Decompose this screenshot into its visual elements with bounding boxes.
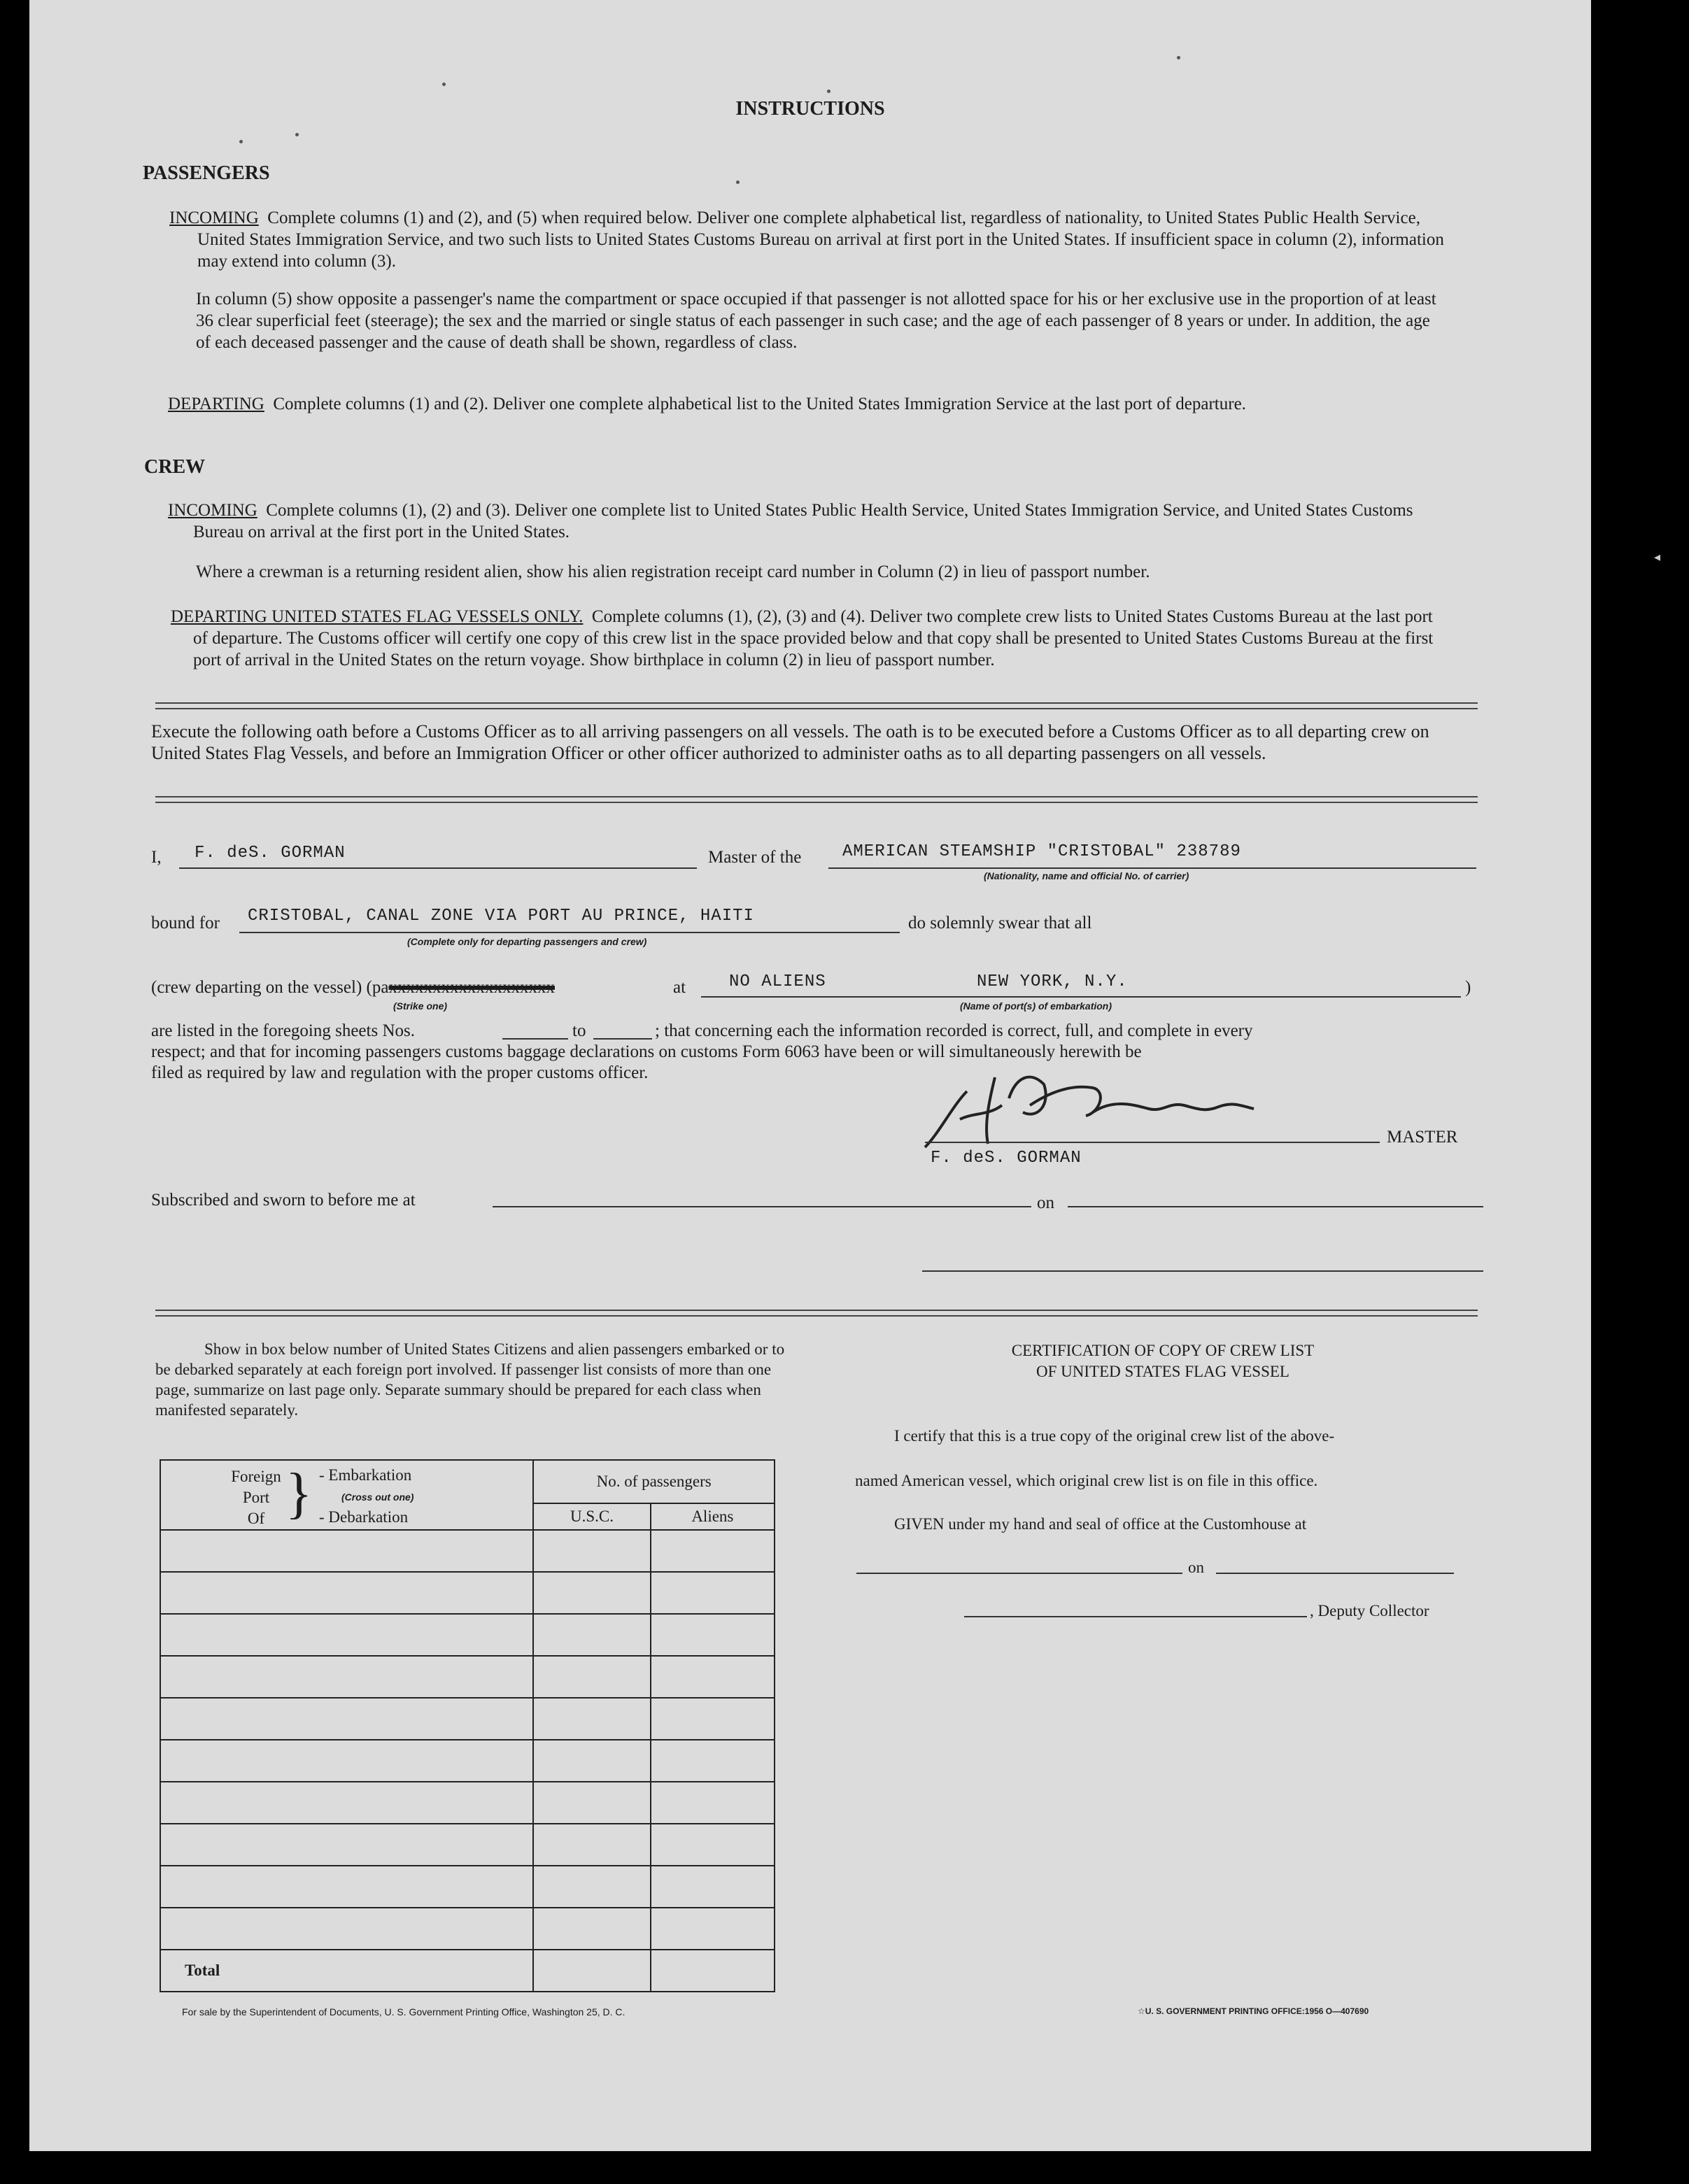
sheets-label: are listed in the foregoing sheets Nos. (151, 1021, 415, 1040)
passengers-incoming-label: INCOMING (169, 208, 259, 227)
table-row (160, 1908, 775, 1950)
crew-departing-text: (crew departing on the vessel) (pa (151, 978, 389, 997)
destination-field[interactable]: CRISTOBAL, CANAL ZONE VIA PORT AU PRINCE, HAITI (248, 907, 754, 926)
summary-instructions: Show in box below number of United States Citizens and alien passengers embarked or to be debarked separately at each foreign port involved. If passenger list consists of more than one page, summarize on last page only. Separate summary should be prepared for each class when manifested separately. (155, 1340, 785, 1419)
double-rule (155, 702, 1478, 709)
deputy-collector-field[interactable] (964, 1616, 1307, 1617)
signature (911, 1063, 1345, 1154)
speck (827, 90, 831, 93)
port-line2: Port (242, 1489, 270, 1506)
speck (1177, 56, 1180, 59)
port-line1: Foreign (231, 1468, 281, 1485)
table-row (160, 1782, 775, 1824)
port-cell[interactable] (160, 1740, 533, 1782)
cross-out-caption: (Cross out one) (341, 1491, 414, 1503)
table-row (160, 1572, 775, 1614)
footer-left: For sale by the Superintendent of Documents, U. S. Government Printing Office, Washington 25, D. C. (182, 2006, 626, 2018)
port-field[interactable]: NEW YORK, N.Y. (977, 972, 1128, 991)
double-rule (155, 1310, 1478, 1317)
typed-name: F. deS. GORMAN (931, 1149, 1082, 1168)
speck (239, 140, 243, 143)
passengers-departing-text: Complete columns (1) and (2). Deliver one complete alphabetical list to the United States Immigration Service at the last port of departure. (273, 395, 1246, 413)
oath-i-label: I, (151, 848, 162, 867)
signature-line (925, 1142, 1380, 1143)
subscribed-place-field[interactable] (493, 1206, 1031, 1207)
usc-cell[interactable] (533, 1572, 650, 1614)
crew-departing-text: Complete columns (1), (2), (3) and (4). Deliver two complete crew lists to United States Customs Bureau at the last port of departure. The Customs officer will certify one copy of this crew list in the space provided below and that copy shall be presented to United States Customs Bureau at the first port of arrival in the United States on the return voyage. Show birthplace in column (2) in lieu of passport number. (193, 607, 1434, 669)
officer-signature-field[interactable] (922, 1270, 1483, 1272)
total-usc-cell[interactable] (533, 1950, 650, 1992)
port-cell[interactable] (160, 1824, 533, 1866)
usc-cell[interactable] (533, 1824, 650, 1866)
speck (295, 133, 299, 136)
crew-incoming-label: INCOMING (168, 501, 257, 520)
certification-line2: named American vessel, which original crew list is on file in this office. (855, 1472, 1318, 1489)
certification-on-label: on (1188, 1559, 1204, 1576)
usc-cell[interactable] (533, 1698, 650, 1740)
vessel-field[interactable]: AMERICAN STEAMSHIP "CRISTOBAL" 238789 (842, 842, 1241, 861)
certification-title-line2: OF UNITED STATES FLAG VESSEL (1036, 1363, 1289, 1380)
master-label: MASTER (1387, 1128, 1458, 1147)
usc-cell[interactable] (533, 1782, 650, 1824)
deputy-collector-label: , Deputy Collector (1310, 1602, 1429, 1619)
port-cell[interactable] (160, 1782, 533, 1824)
instructions-title: INSTRUCTIONS (735, 98, 885, 120)
on-label: on (1037, 1193, 1054, 1212)
aliens-cell[interactable] (651, 1572, 775, 1614)
subscribed-label: Subscribed and sworn to before me at (151, 1191, 416, 1210)
passengers-departing-label: DEPARTING (168, 395, 264, 413)
speck (736, 180, 740, 184)
to-label: to (572, 1021, 586, 1040)
port-cell[interactable] (160, 1614, 533, 1656)
sheets-rest: ; that concerning each the information recorded is correct, full, and complete in every (655, 1021, 1253, 1040)
port-line3: Of (247, 1510, 265, 1527)
passengers-incoming-text: Complete columns (1) and (2), and (5) when required below. Deliver one complete alphabetical list, regardless of nationality, to United States Public Health Service, United States Immigration Service, and two such lists to United States Customs Bureau on arrival at first port in the United States. If insufficient space in column (2), information may extend into column (3). (197, 208, 1444, 271)
certification-title-line1: CERTIFICATION OF COPY OF CREW LIST (1011, 1342, 1315, 1359)
table-row (160, 1698, 775, 1740)
port-cell[interactable] (160, 1866, 533, 1908)
passengers-column5: In column (5) show opposite a passenger's name the compartment or space occupied if that passenger is not allotted space for his or her exclusive use in the proportion of at least 36 clear superficial feet (steerage); the sex and the married or single status of each passenger in such case; and the age of each passenger of 8 years or under. In addition, the age of each deceased passenger and the cause of death shall be shown, regardless of class. (196, 290, 1436, 352)
double-rule (155, 796, 1478, 803)
port-cell[interactable] (160, 1656, 533, 1698)
passengers-heading: PASSENGERS (143, 162, 270, 184)
master-name-line (179, 867, 697, 869)
strike-caption: (Strike one) (393, 1000, 448, 1012)
vessel-line (828, 867, 1476, 869)
destination-line (239, 932, 900, 933)
aliens-cell[interactable] (651, 1530, 775, 1572)
aliens-cell[interactable] (651, 1740, 775, 1782)
footer-right: ☆U. S. GOVERNMENT PRINTING OFFICE:1956 O—407690 (1138, 2006, 1369, 2016)
passenger-summary-table (160, 1459, 775, 1992)
margin-arrow-icon: ◂ (1654, 550, 1661, 564)
debarkation-label: - Debarkation (319, 1508, 409, 1526)
port-cell[interactable] (160, 1908, 533, 1950)
total-row (160, 1950, 775, 1992)
certification-date-field[interactable] (1216, 1573, 1454, 1574)
aliens-field[interactable]: NO ALIENS (729, 972, 826, 991)
document-page (29, 0, 1591, 2151)
crew-resident-alien: Where a crewman is a returning resident alien, show his alien registration receipt card number in Column (2) in lieu of passport number. (196, 562, 1150, 581)
aliens-cell[interactable] (651, 1824, 775, 1866)
crew-heading: CREW (144, 456, 206, 478)
port-cell[interactable] (160, 1698, 533, 1740)
filed-text: filed as required by law and regulation with the proper customs officer. (151, 1063, 649, 1082)
embarkation-label: - Embarkation (319, 1466, 412, 1484)
brace: } (285, 1463, 313, 1524)
passengers-incoming (169, 207, 1450, 272)
usc-cell[interactable] (533, 1908, 650, 1950)
aliens-cell[interactable] (651, 1908, 775, 1950)
oath-intro: Execute the following oath before a Customs Officer as to all arriving passengers on all vessels. The oath is to be executed before a Customs Officer as to all departing crew on United States Flag Vessels, and before an Immigration Officer or other officer authorized to administer oaths as to all departing passengers on all vessels. (151, 721, 1429, 763)
no-passengers-header: No. of passengers (533, 1460, 775, 1503)
master-name-field[interactable]: F. deS. GORMAN (195, 844, 346, 863)
crew-incoming (168, 499, 1448, 543)
bound-for-label: bound for (151, 914, 220, 933)
sheets-to-field[interactable] (593, 1038, 652, 1040)
certification-title (848, 1340, 1478, 1382)
aliens-header: Aliens (651, 1503, 775, 1530)
table-row (160, 1824, 775, 1866)
port-header-cell (160, 1460, 533, 1530)
table-row (160, 1530, 775, 1572)
table-row (160, 1740, 775, 1782)
master-of-label: Master of the (708, 848, 802, 867)
usc-cell[interactable] (533, 1530, 650, 1572)
destination-caption: (Complete only for departing passengers and crew) (407, 936, 647, 947)
at-label: at (673, 978, 686, 997)
sheets-from-field[interactable] (502, 1038, 568, 1040)
port-caption: (Name of port(s) of embarkation) (960, 1000, 1112, 1012)
crew-departing (171, 606, 1448, 671)
aliens-cell[interactable] (651, 1866, 775, 1908)
aliens-cell[interactable] (651, 1614, 775, 1656)
struck-out-text: xxxxxxxxxxxxxxxxxxx (388, 978, 555, 997)
certification-line1: I certify that this is a true copy of the original crew list of the above- (894, 1427, 1335, 1445)
certification-place-field[interactable] (856, 1573, 1182, 1574)
usc-cell[interactable] (533, 1866, 650, 1908)
port-line (701, 996, 1461, 998)
usc-cell[interactable] (533, 1656, 650, 1698)
passengers-departing (168, 393, 1448, 415)
port-cell[interactable] (160, 1530, 533, 1572)
usc-header: U.S.C. (533, 1503, 650, 1530)
close-paren: ) (1465, 978, 1471, 997)
aliens-cell[interactable] (651, 1656, 775, 1698)
crew-incoming-text: Complete columns (1), (2) and (3). Deliver one complete list to United States Public Health Service, United States Immigration Service, and United States Customs Bureau on arrival at the first port in the United States. (193, 501, 1413, 541)
vessel-caption: (Nationality, name and official No. of carrier) (984, 870, 1189, 881)
respect-text: respect; and that for incoming passengers customs baggage declarations on customs Form 6063 have been or will simultaneously herewith be (151, 1042, 1142, 1061)
crew-departing-label (151, 978, 555, 998)
swear-label: do solemnly swear that all (908, 914, 1092, 933)
certification-line3: GIVEN under my hand and seal of office at the Customhouse at (894, 1515, 1307, 1533)
table-row (160, 1614, 775, 1656)
total-aliens-cell[interactable] (651, 1950, 775, 1992)
speck (442, 83, 446, 86)
table-row (160, 1656, 775, 1698)
table-row (160, 1866, 775, 1908)
usc-cell[interactable] (533, 1740, 650, 1782)
aliens-cell[interactable] (651, 1698, 775, 1740)
total-label: Total (160, 1950, 533, 1992)
crew-departing-label: DEPARTING UNITED STATES FLAG VESSELS ONLY. (171, 607, 584, 626)
port-cell[interactable] (160, 1572, 533, 1614)
subscribed-date-field[interactable] (1068, 1206, 1483, 1207)
usc-cell[interactable] (533, 1614, 650, 1656)
aliens-cell[interactable] (651, 1782, 775, 1824)
